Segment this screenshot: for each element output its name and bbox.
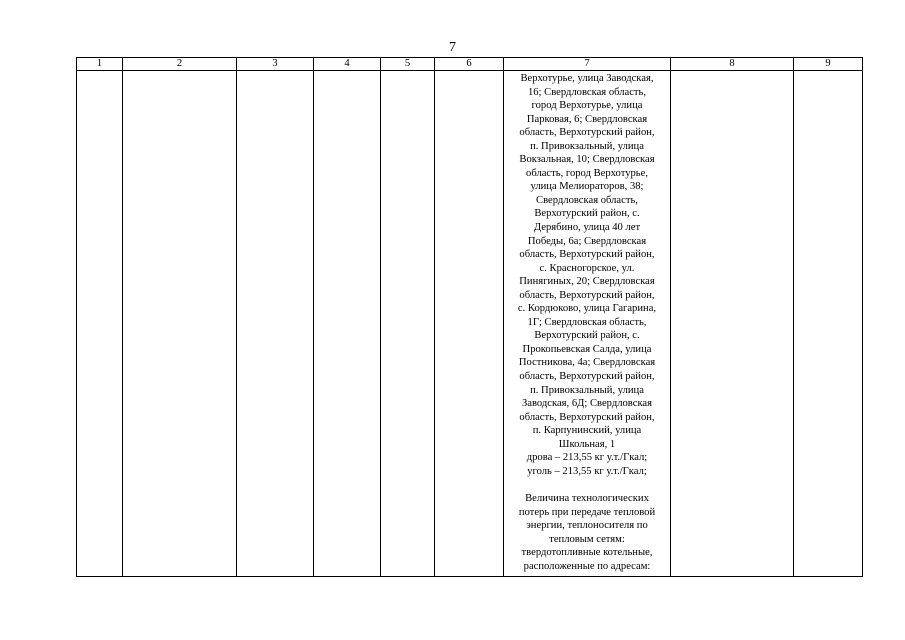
text-line: энергии, теплоносителя по	[526, 520, 648, 532]
text-line: уголь – 213,55 кг у.т./Гкал;	[527, 465, 647, 477]
text-line: область, Верхотурский район,	[519, 127, 655, 139]
table-cell-col7	[504, 71, 671, 577]
text-line: п. Привокзальный, улица	[530, 384, 644, 396]
text-line: Свердловская область,	[536, 194, 638, 206]
column-header-7: 7	[504, 58, 671, 71]
text-line: Прокопьевская Салда, улица	[522, 343, 652, 355]
text-line: дрова – 213,55 кг у.т./Гкал;	[526, 452, 648, 464]
column-header-3: 3	[237, 58, 314, 71]
text-line: Победы, 6а; Свердловская	[527, 235, 647, 247]
text-line: область, Верхотурский район,	[519, 249, 655, 261]
column-header-5: 5	[381, 58, 435, 71]
text-line: Парковая, 6; Свердловская	[526, 113, 648, 125]
text-line: тепловым сетям:	[549, 533, 625, 545]
column-header-9: 9	[794, 58, 863, 71]
paragraph-gap	[507, 478, 667, 492]
column-header-8: 8	[671, 58, 794, 71]
table-header-row	[77, 58, 863, 71]
text-line: область, город Верхотурье,	[526, 167, 648, 179]
text-line: область, Верхотурский район,	[519, 411, 655, 423]
table-cell-col8	[671, 71, 794, 577]
text-line: Постникова, 4а; Свердловская	[518, 357, 656, 369]
table-cell-col4	[314, 71, 381, 577]
text-line: улица Мелиораторов, 38;	[530, 181, 644, 193]
text-line: Величина технологических	[525, 492, 649, 504]
column-header-6: 6	[435, 58, 504, 71]
text-line: Заводская, 6Д; Свердловская	[521, 398, 653, 410]
text-line: расположенные по адресам:	[523, 560, 651, 572]
table-cell-col9	[794, 71, 863, 577]
text-line: Верхотурье, улица Заводская,	[520, 73, 654, 84]
text-line: с. Кордюково, улица Гагарина,	[517, 303, 657, 315]
text-line: Дерябино, улица 40 лет	[533, 222, 641, 234]
tariff-table	[76, 57, 863, 577]
table-cell-col2	[123, 71, 237, 577]
page-number: 7	[449, 40, 456, 55]
table-cell-col5	[381, 71, 435, 577]
text-line: область, Верхотурский район,	[519, 371, 655, 383]
text-line: Верхотурский район, с.	[534, 330, 640, 342]
text-line: Пинягиных, 20; Свердловская	[519, 276, 655, 288]
table-cell-col6	[435, 71, 504, 577]
text-line: 1Г; Свердловская область,	[527, 316, 647, 328]
text-line: 16; Свердловская область,	[527, 86, 647, 98]
text-line: потерь при передаче тепловой	[518, 506, 656, 518]
column-header-4: 4	[314, 58, 381, 71]
table-cell-col3	[237, 71, 314, 577]
table-row	[77, 71, 863, 577]
text-line: город Верхотурье, улица	[531, 100, 643, 112]
column7-text	[504, 71, 670, 573]
text-line: Школьная, 1	[558, 438, 616, 450]
text-line: с. Красногорское, ул.	[539, 262, 635, 274]
text-line: Вокзальная, 10; Свердловская	[519, 154, 655, 166]
table-cell-col1	[77, 71, 123, 577]
text-line: п. Карпунинский, улица	[532, 425, 642, 437]
column-header-2: 2	[123, 58, 237, 71]
text-line: Верхотурский район, с.	[534, 208, 640, 220]
text-line: область, Верхотурский район,	[519, 289, 655, 301]
column-header-1: 1	[77, 58, 123, 71]
text-line: твердотопливные котельные,	[521, 547, 653, 559]
text-line: п. Привокзальный, улица	[530, 140, 644, 152]
